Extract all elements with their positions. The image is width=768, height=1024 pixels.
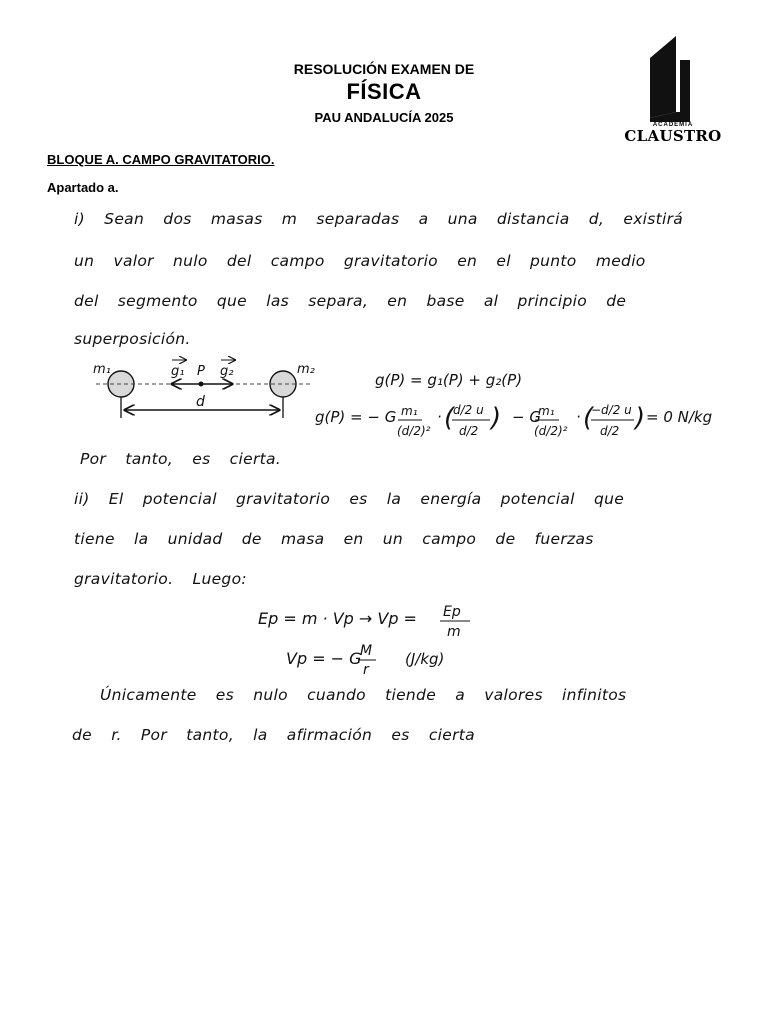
exam-subtitle: RESOLUCIÓN EXAMEN DE [293,61,475,77]
handwritten-line-8: gravitatorio. Luego: [74,570,247,588]
field-equation-lhs: g(P) = − G [315,408,397,426]
frac4-denominator: d/2 [600,424,620,438]
paren-close-2: ) [635,403,646,433]
exam-title: FÍSICA [346,79,422,104]
handwritten-line-6: ii) El potencial gravitatorio es la energía potencial que [74,490,625,508]
frac1-denominator: (d/2)² [397,424,431,438]
mass-2-label: m₂ [297,362,315,377]
logo-small-text: ACADEMIA [652,122,694,128]
frac2-denominator: d/2 [459,424,479,438]
ep-relation: Ep = m · Vp → Vp = [258,609,417,628]
distance-label: d [196,394,205,410]
ep-fraction-denominator: m [447,624,461,640]
dot-2: · [576,408,581,426]
vp-equation: Vp = − G [286,649,362,668]
part-title: Apartado a. [47,180,119,195]
field-equation-rhs: = 0 N/kg [646,408,713,426]
dot-1: · [437,408,442,426]
handwritten-line-3: del segmento que las separa, en base al principio de [74,292,627,310]
handwritten-line-7: tiene la unidad de masa en un campo de fuerzas [74,530,594,548]
vp-fraction-denominator: r [363,662,369,678]
g2-label: g₂ [220,364,234,379]
handwritten-line-1: i) Sean dos masas m separadas a una distancia d, existirá [74,210,684,228]
section-title: BLOQUE A. CAMPO GRAVITATORIO. [47,152,275,167]
ep-fraction-numerator: Ep [443,604,461,620]
frac1-numerator: m₁ [401,404,418,418]
paren-open-1: ( [444,403,455,433]
handwritten-line-9: Únicamente es nulo cuando tiende a valores infinitos [100,686,627,704]
vp-fraction-numerator: M [360,643,373,659]
vp-units: (J/kg) [405,650,445,668]
frac4-numerator: −d/2 u [591,403,632,417]
exam-name: PAU ANDALUCÍA 2025 [314,110,454,125]
field-equation-mid: − G [512,408,541,426]
point-label: P [197,364,205,379]
frac3-numerator: m₁ [538,404,555,418]
handwritten-line-2: un valor nulo del campo gravitatorio en el punto medio [74,252,646,270]
g1-label: g₁ [171,364,185,379]
handwritten-line-5: Por tanto, es cierta. [80,450,282,468]
logo-name: CLAUSTRO [624,127,722,145]
paren-close-1: ) [491,403,502,433]
handwritten-line-4: superposición. [74,330,191,348]
midpoint-dot [199,382,204,387]
handwritten-line-10: de r. Por tanto, la afirmación es cierta [72,726,475,744]
mass-1-label: m₁ [93,362,111,377]
paren-open-2: ( [583,403,594,433]
superposition-equation: g(P) = g₁(P) + g₂(P) [375,371,523,389]
frac3-denominator: (d/2)² [534,424,568,438]
frac2-numerator: d/2 u [453,403,484,417]
